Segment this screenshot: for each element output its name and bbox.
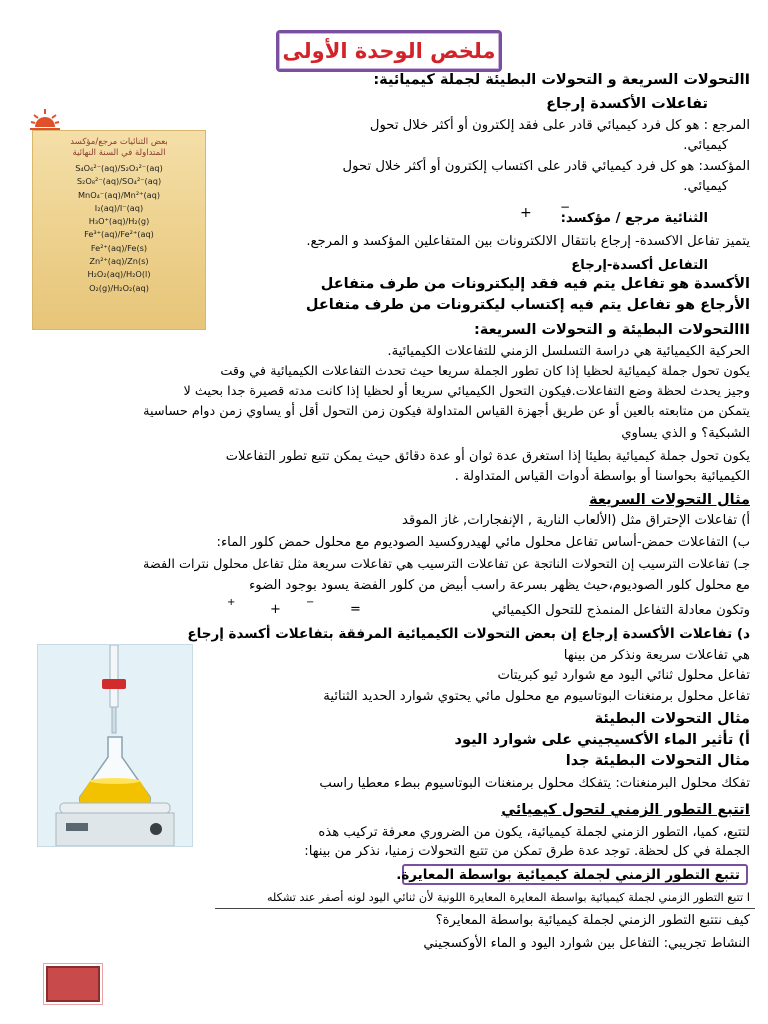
temporal-evolution-text-1: لتتبع، كميا، التطور الزمني لجملة كيميائية، يكون من الضروري معرفة تركيب هذه [318,825,750,840]
table-row: H₂O₂(aq)/H₂O(l) [87,269,151,280]
section-one-heading: Iالتحولات السريعة و التحولات البطيئة لجملة كيميائية: [373,72,750,88]
oxidizer-definition: المؤكسد: هو كل فرد كيميائي قادر على اكتساب إلكترون أو أكثر خلال تحول [342,159,750,174]
table-row: S₂O₈²⁻(aq)/SO₄²⁻(aq) [76,176,162,187]
oxidation-definition: الأكسدة هو تفاعل يتم فيه فقد إليكترونات من طرف متفاعل [320,276,750,292]
redox-fast-example: د) تفاعلات الأكسدة إرجاع إن بعض التحولات الكيميائية المرفقة بتفاعلات أكسدة إرجاع [187,626,750,642]
reaction-equation-text: وتكون معادلة التفاعل المنمذج للتحول الكيميائي [491,603,750,618]
oxidizer-definition-cont: كيميائي. [683,179,728,194]
table-row: S₄O₆²⁻(aq)/S₂O₃²⁻(aq) [75,163,163,173]
fast-transformation-text-3: يتمكن من متابعته بالعين أو عن طريق أجهزة القياس المتداولة فيكون زمن التحول أقل أو يساوي زمن دوام حساسية [143,404,750,419]
redox-couple-heading: الثنائية مرجع / مؤكسد: [560,211,708,226]
redox-transfer-text: يتميز تفاعل الاكسدة- إرجاع بانتقال الالكترونات بين المتفاعلين المؤكسد و المرجع. [306,234,750,249]
combustion-example: أ) تفاعلات الإحتراق مثل (الألعاب النارية , الإنفجارات, غاز الموقد [401,513,750,528]
table-header-line2: المتداولة في السنة النهائية [72,148,166,158]
table-row: I₂(aq)/I⁻(aq) [94,202,144,213]
slow-examples-heading: مثال التحولات البطيئة [594,711,750,727]
slow-transformation-text-2: الكيميائية بحواسنا أو بواسطة أدوات القياس المتداولة . [454,469,750,484]
plus-sign: + [520,205,532,221]
equals-sign: = [350,602,361,617]
precipitation-example-2: مع محلول كلور الصوديوم،حيث يظهر بسرعة راسب أبيض من كلور الفضة يسود بوجود الضوء [249,578,750,593]
sun-icon [30,107,60,131]
iodine-thiosulfate-example: تفاعل محلول ثنائي اليود مع شوارد ثيو كبريتات [497,668,750,683]
redox-fast-list-intro: هي تفاعلات سريعة ونذكر من بينها [563,648,750,663]
reduction-definition: الأرجاع هو تفاعل يتم فيه إكتساب ليكترونات من طرف متفاعل [305,297,750,313]
titration-heading: تتبع التطور الزمني لجملة كيميائية بواسطة المعايرة. [396,866,740,883]
experimental-activity: النشاط تجريبي: التفاعل بين شوارد اليود و الماء الأوكسجيني [423,936,750,951]
reducer-definition: المرجع : هو كل فرد كيميائي قادر على فقد إلكترون أو أكثر خلال تحول [369,118,750,133]
titration-note: I تتبع التطور الزمني لجملة كيميائية بواسطة المعايرة المعايرة اللونية لأن ثنائي اليود لونه أصفر عند تشكله [266,891,750,904]
permanganate-iron-example: تفاعل محلول برمنغنات البوتاسيوم مع محلول مائي يحتوي شوارد الحديد الثنائية [323,689,750,704]
titration-question: كيف نتتبع التطور الزمني لجملة كيميائية بواسطة المعايرة؟ [435,913,750,928]
redox-reaction-heading: التفاعل أكسدة-إرجاع [571,258,708,273]
title-frame [276,30,502,72]
table-row: Fe³⁺(aq)/Fe²⁺(aq) [84,229,154,240]
very-slow-examples-heading: مثال التحولات البطيئة جدا [565,753,750,769]
minus-sign: − [560,200,571,214]
minus-sign: − [306,597,315,608]
table-header-line1: بعض الثنائيات مرجع/مؤكسد [70,137,168,147]
table-row: H₃O⁺(aq)/H₂(g) [88,216,150,227]
reducer-definition-cont: كيميائي. [683,138,728,153]
lab-stirrer-flask-image [37,644,193,847]
temporal-evolution-text-2: الجملة في كل لحظة. توجد عدة طرق تمكن من تتبع التحولات زمنيا، نذكر من بينها: [304,844,750,859]
redox-heading: تفاعلات الأكسدة إرجاع [546,96,708,112]
redox-couples-table [32,130,206,330]
table-row: Zn²⁺(aq)/Zn(s) [89,256,149,267]
section-two-heading: IIالتحولات البطيئة و التحولات السريعة: [474,322,750,338]
titration-heading-box [396,864,748,885]
temporal-evolution-heading: Iتتبع التطور الزمني لتحول كيميائي [501,802,750,818]
plus-sign: + [270,602,281,617]
precipitation-example-1: جـ) تفاعلات الترسيب إن التحولات الناتجة عن تفاعلات الترسيب هي تفاعلات سريعة مثل تفاعل محلول نترات الفضة [142,557,750,572]
page-marker-box [46,966,100,1002]
table-row: O₂(g)/H₂O₂(aq) [89,282,149,293]
peroxide-iodide-example: أ) تأثير الماء الأكسيجيني على شوارد اليود [454,732,750,748]
permanganate-decomposition: تفكك محلول البرمنغنات: يتفكك محلول برمنغنات البوتاسيوم ببطء معطيا راسب [319,776,750,791]
slow-transformation-text-1: يكون تحول جملة كيميائية بطيئا إذا استغرق عدة ثوان أو عدة دقائق حيث يمكن تتبع تطور التفاعلات [225,449,750,464]
fast-transformation-text-2: وجيز يحدث لحظة وضع التفاعلات.فيكون التحول الكيميائي سريعا أو لحظيا إذا كانت مدته قصيرة جدا بحيث لا [183,384,750,399]
divider [215,908,755,909]
retina-persistence-text: الشبكية؟ و الذي يساوي [621,426,750,441]
page-title: ملخص الوحدة الأولى [282,39,496,63]
kinetics-definition: الحركية الكيميائية هي دراسة التسلسل الزمني للتفاعلات الكيميائية. [387,344,750,359]
table-row: MnO₄⁻(aq)/Mn²⁺(aq) [77,189,161,200]
plus-sign: + [227,597,236,608]
fast-examples-heading: مثال التحولات السريعة [589,492,750,508]
fast-transformation-text-1: يكون تحول جملة كيميائية لحظيا إذا كان تطور الجملة سريعا حيث تحدث التفاعلات الكيميائية في وقت [220,364,750,379]
table-row: Fe²⁺(aq)/Fe(s) [90,242,148,253]
acid-base-example: ب) التفاعلات حمض-أساس تفاعل محلول مائي لهيدروكسيد الصوديوم مع محلول حمض كلور الماء: [216,535,750,550]
